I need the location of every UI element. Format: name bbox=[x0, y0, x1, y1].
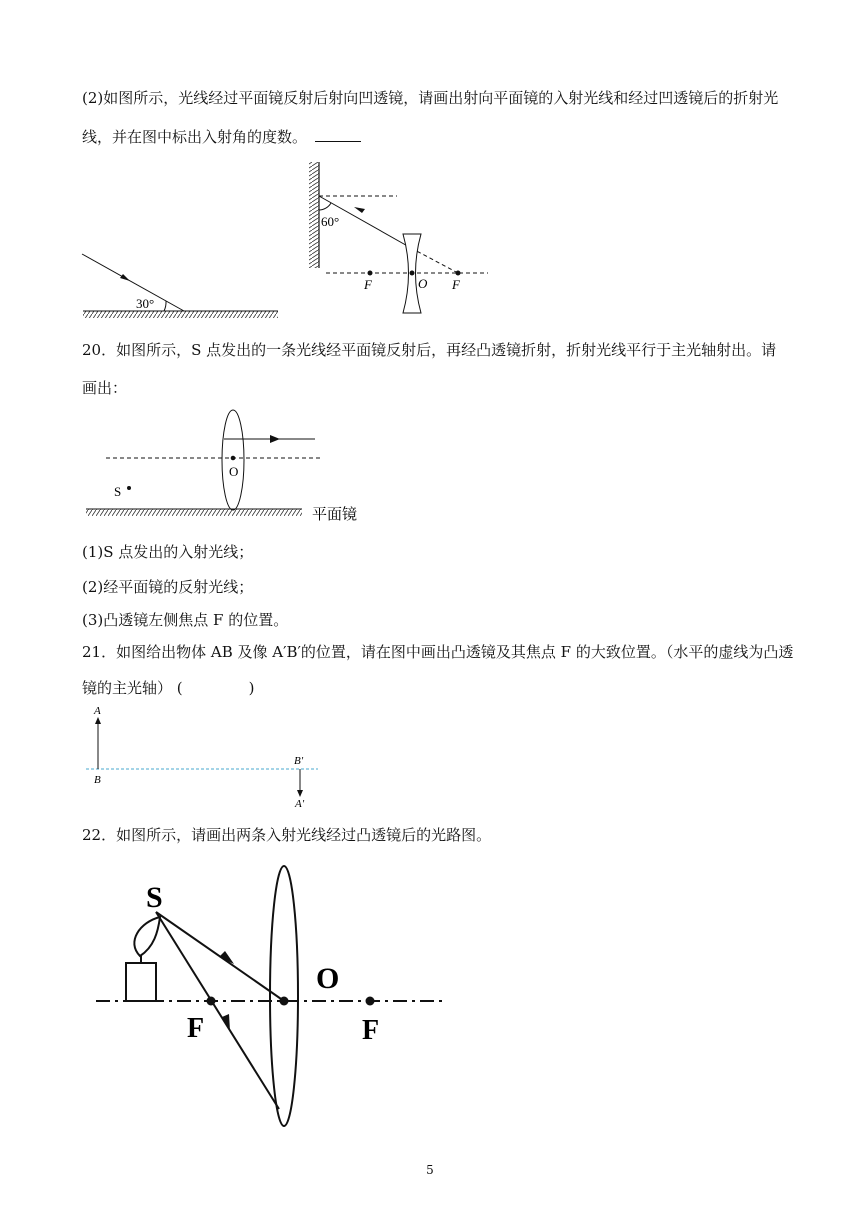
optical-center bbox=[280, 997, 289, 1006]
convex-lens bbox=[270, 866, 298, 1126]
image-arrowhead bbox=[297, 790, 303, 797]
focus-label-right: F bbox=[362, 1015, 380, 1046]
vertical-mirror-hatching bbox=[309, 162, 319, 268]
q19-figure-mirror bbox=[80, 248, 285, 322]
focus-point-left bbox=[207, 997, 216, 1006]
focus-label-right: F bbox=[452, 277, 460, 292]
reflected-ray bbox=[82, 254, 184, 311]
page-number: 5 bbox=[426, 1163, 434, 1177]
focus-point-left bbox=[368, 271, 373, 276]
label-A-prime: A′ bbox=[295, 798, 305, 810]
q22-figure bbox=[94, 862, 454, 1130]
angle-label: 60° bbox=[321, 214, 340, 229]
mirror-hatching bbox=[83, 311, 278, 318]
q21-figure bbox=[86, 703, 336, 813]
q19-text-line1: (2)如图所示，光线经过平面镜反射后射向凹透镜，请画出射向平面镜的入射光线和经过凹透镜后的折射光 bbox=[82, 89, 779, 107]
source-point bbox=[127, 486, 131, 490]
answer-paren-open: ( bbox=[176, 679, 183, 697]
q20-figure bbox=[84, 408, 374, 528]
source-label: S bbox=[146, 881, 163, 914]
angle-label: 30° bbox=[136, 296, 155, 311]
q20-item-1: (1)S 点发出的入射光线； bbox=[82, 543, 254, 561]
q21-text-line2 bbox=[82, 678, 255, 698]
label-B-prime: B′ bbox=[294, 755, 304, 767]
focus-point-right bbox=[366, 997, 375, 1006]
q19-figure-lens bbox=[300, 158, 500, 298]
center-label: O bbox=[229, 464, 239, 479]
label-A: A bbox=[94, 705, 101, 717]
mirror-hatching bbox=[86, 509, 302, 516]
focus-point-right bbox=[456, 271, 461, 276]
object-arrowhead bbox=[95, 717, 101, 724]
answer-paren-close: ) bbox=[248, 679, 255, 697]
ray-arrow bbox=[222, 1014, 230, 1031]
optical-center bbox=[410, 271, 415, 276]
q19-text-line2 bbox=[82, 127, 361, 147]
ray-arrow bbox=[270, 435, 280, 443]
q20-text-line2: 画出： bbox=[82, 379, 128, 397]
q20-text-line1: 20．如图所示，S 点发出的一条光线经平面镜反射后，再经凸透镜折射，折射光线平行于主光轴射出。请 bbox=[82, 341, 777, 359]
angle-arc bbox=[164, 301, 166, 311]
ray-arrow bbox=[354, 207, 365, 213]
answer-blank[interactable] bbox=[315, 127, 361, 142]
focus-label-left: F bbox=[364, 277, 372, 292]
q21-line2-content: 镜的主光轴） bbox=[82, 679, 173, 697]
candle-body bbox=[126, 963, 156, 1001]
candle-flame-icon bbox=[134, 917, 160, 956]
center-label: O bbox=[418, 276, 428, 291]
ray-arrow bbox=[120, 274, 130, 281]
optical-center bbox=[231, 456, 236, 461]
q20-item-2: (2)经平面镜的反射光线； bbox=[82, 578, 254, 596]
mirror-label: 平面镜 bbox=[312, 507, 358, 523]
source-label: S bbox=[114, 484, 122, 499]
ray-through-focus bbox=[156, 912, 279, 1109]
focus-label-left: F bbox=[187, 1013, 205, 1044]
q21-text-line1: 21．如图给出物体 AB 及像 A′B′的位置，请在图中画出凸透镜及其焦点 F 的大致位置。（水平的虚线为凸透 bbox=[82, 643, 794, 661]
q19-text-line2-content: 线，并在图中标出入射角的度数。 bbox=[82, 128, 308, 146]
q22-text-line1: 22．如图所示，请画出两条入射光线经过凸透镜后的光路图。 bbox=[82, 826, 492, 844]
angle-arc bbox=[319, 203, 331, 210]
center-label: O bbox=[316, 962, 340, 995]
label-B: B bbox=[94, 774, 101, 786]
extension-to-focus bbox=[411, 248, 458, 273]
q20-item-3: (3)凸透镜左侧焦点 F 的位置。 bbox=[82, 611, 289, 629]
